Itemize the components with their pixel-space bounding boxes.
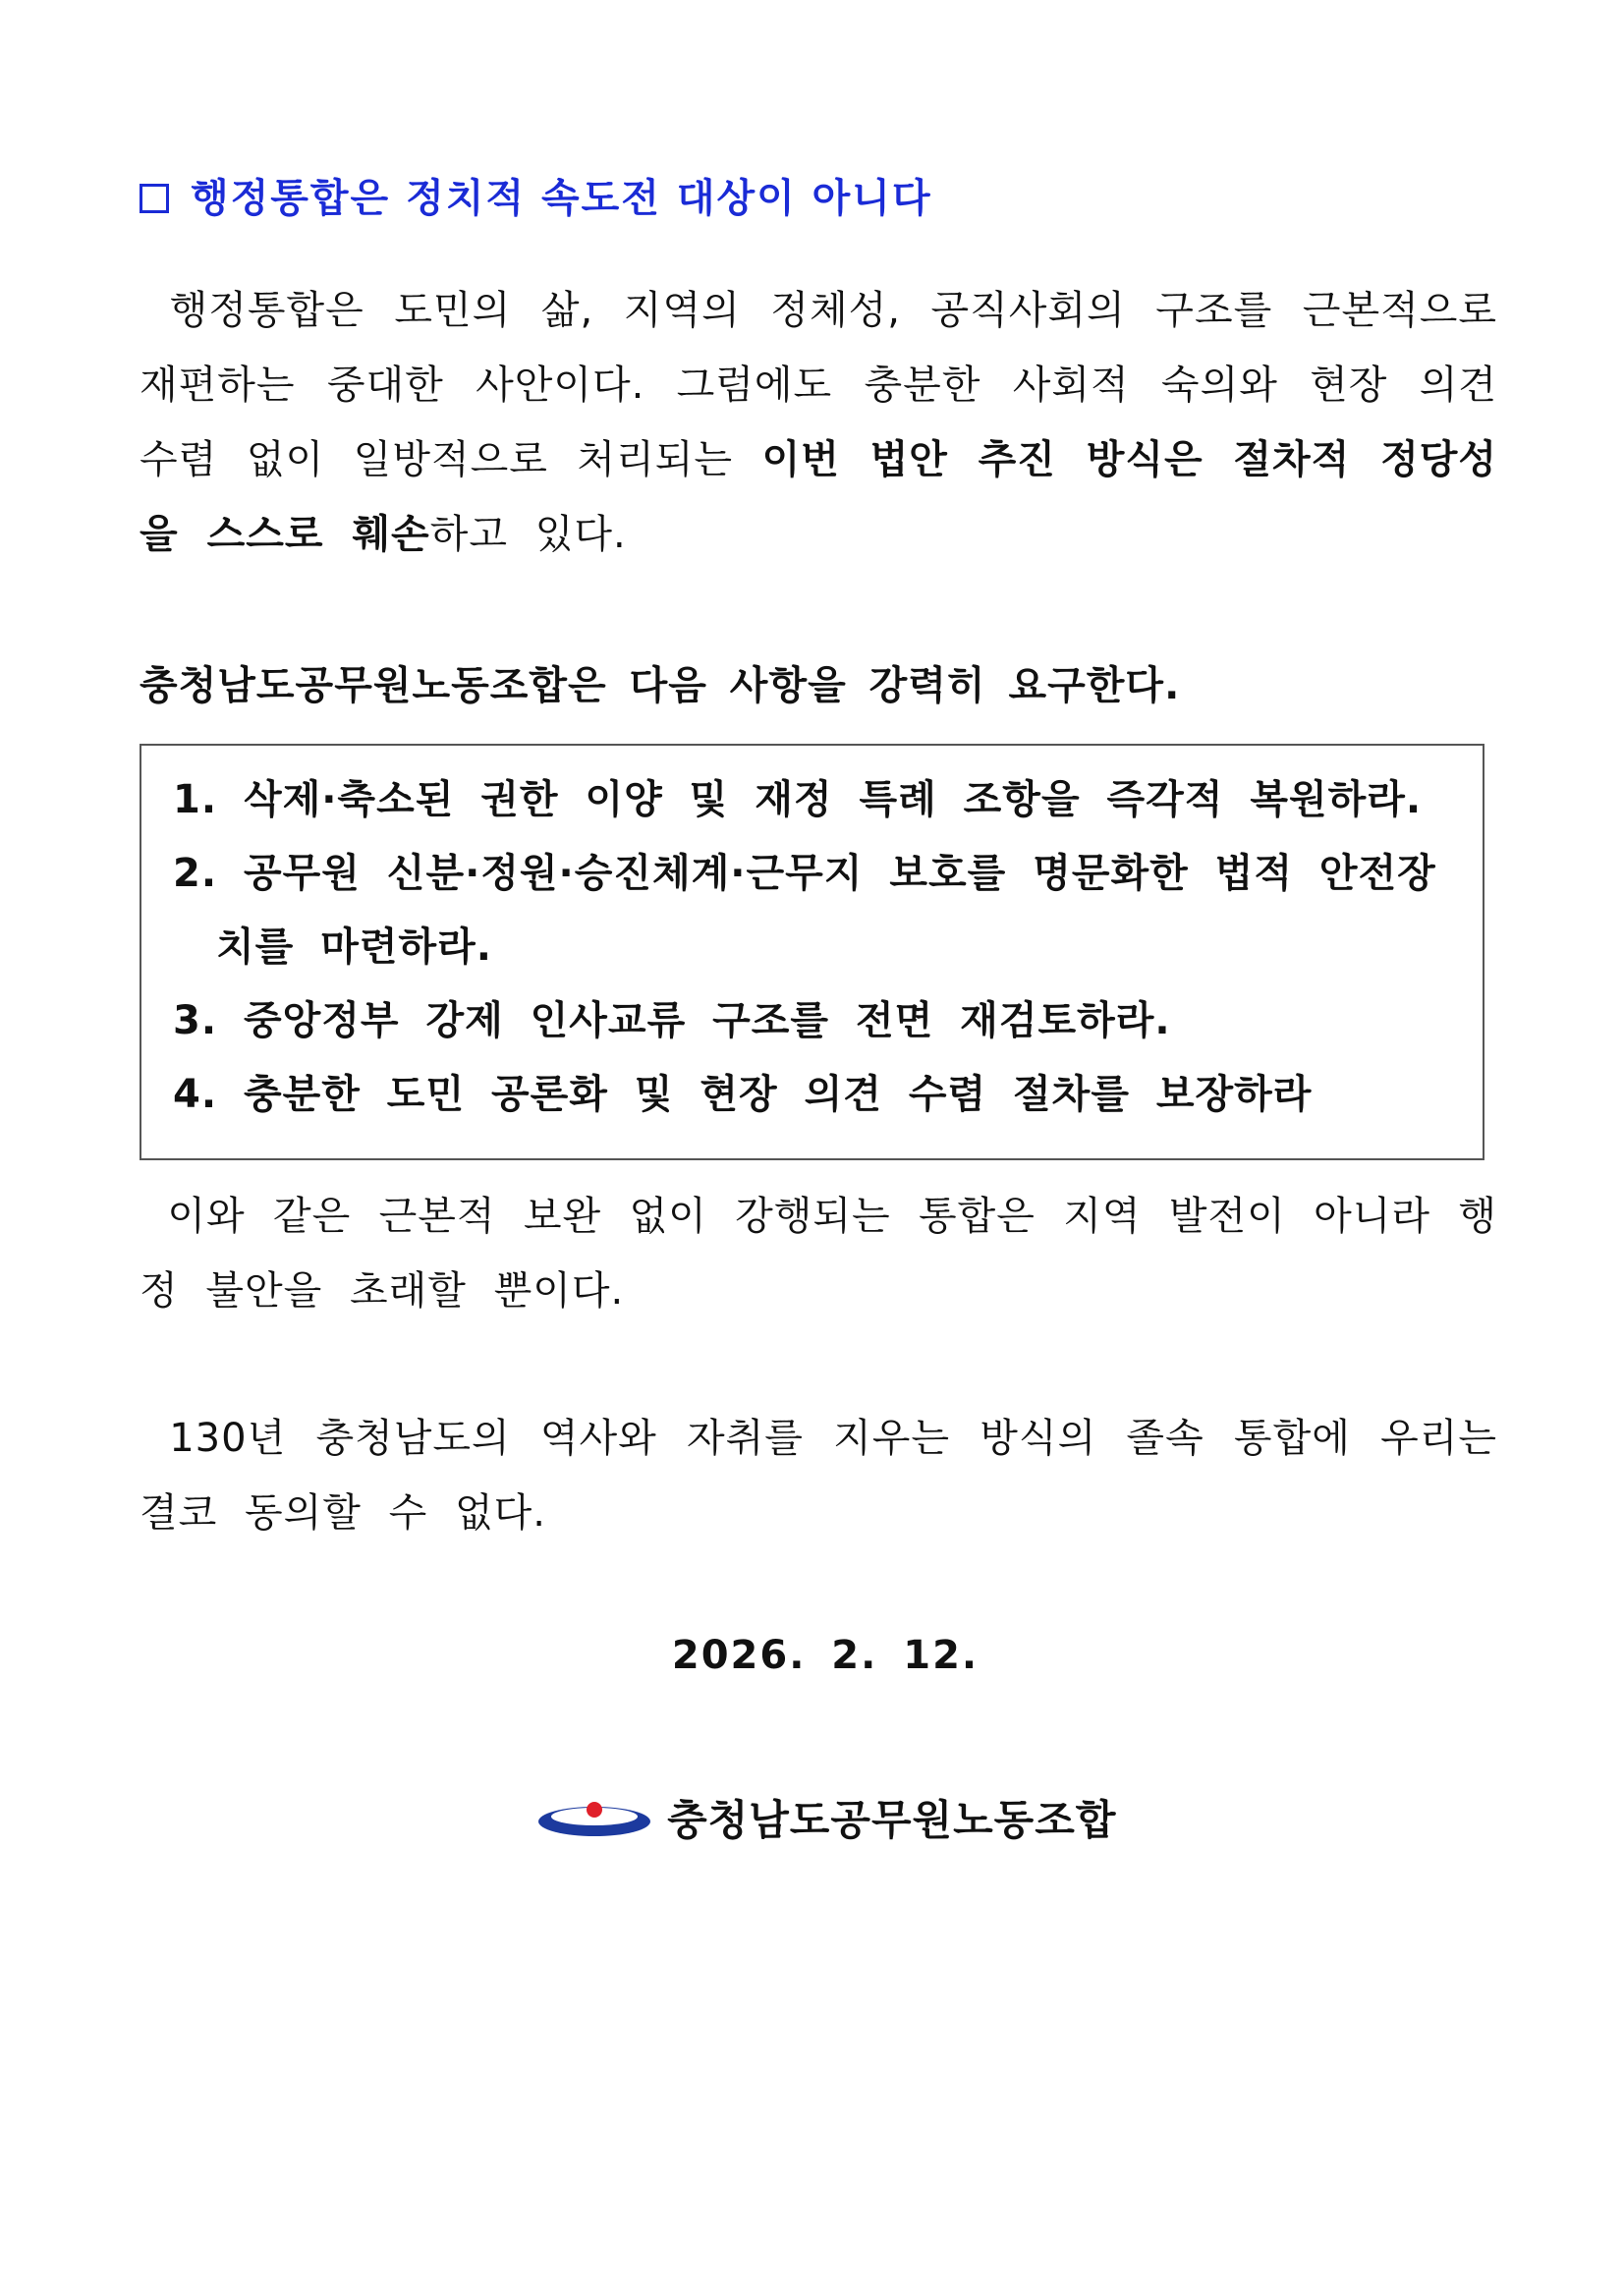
- intro-paragraph-emphasis: 이번 법안 추진 방식은 절차적 정당성을 스스로 훼손: [140, 437, 1498, 557]
- demand-intro: 충청남도공무원노동조합은 다음 사항을 강력히 요구한다.: [140, 663, 1181, 708]
- demand-item: 4. 충분한 도민 공론화 및 현장 의견 수렴 절차를 보장하라: [173, 1072, 1313, 1117]
- intro-paragraph: [140, 273, 1497, 572]
- union-logo-icon: [536, 1796, 652, 1839]
- section-heading: [140, 167, 932, 223]
- intro-paragraph-ending: 하고 있다.: [429, 512, 627, 557]
- demand-item: 2. 공무원 신분·정원·승진체계·근무지 보호를 명문화한 법적 안전장치를 마련하라.: [173, 851, 1436, 970]
- signature-block: [536, 1788, 1116, 1847]
- heading-text: 행정통합은 정치적 속도전 대상이 아니다: [191, 176, 932, 221]
- demand-item: 3. 중앙정부 강제 인사교류 구조를 전면 재검토하라.: [173, 998, 1171, 1043]
- document-date: 2026. 2. 12.: [671, 1633, 980, 1678]
- closing-paragraph: [140, 1401, 1497, 1550]
- checkbox-square-icon: [140, 184, 169, 213]
- conclusion-paragraph: [140, 1179, 1497, 1328]
- intro-paragraph-text: 행정통합은 도민의 삶, 지역의 정체성, 공직사회의 구조를 근본적으로 재편하는 중대한 사안이다. 그럼에도 충분한 사회적 숙의와 현장 의견 수렴 없이 일방적으로 처리되는: [140, 288, 1498, 482]
- demand-item: 1. 삭제·축소된 권한 이양 및 재정 특례 조항을 즉각적 복원하라.: [173, 777, 1423, 822]
- demands-box: [140, 744, 1484, 1160]
- organization-name: 충청남도공무원노동조합: [667, 1796, 1117, 1844]
- demands-list: [157, 763, 1470, 1132]
- closing-paragraph-text: 130년 충청남도의 역사와 자취를 지우는 방식의 졸속 통합에 우리는 결코 동의할 수 없다.: [140, 1416, 1497, 1536]
- conclusion-paragraph-text: 이와 같은 근본적 보완 없이 강행되는 통합은 지역 발전이 아니라 행정 불안을 초래할 뿐이다.: [140, 1194, 1497, 1314]
